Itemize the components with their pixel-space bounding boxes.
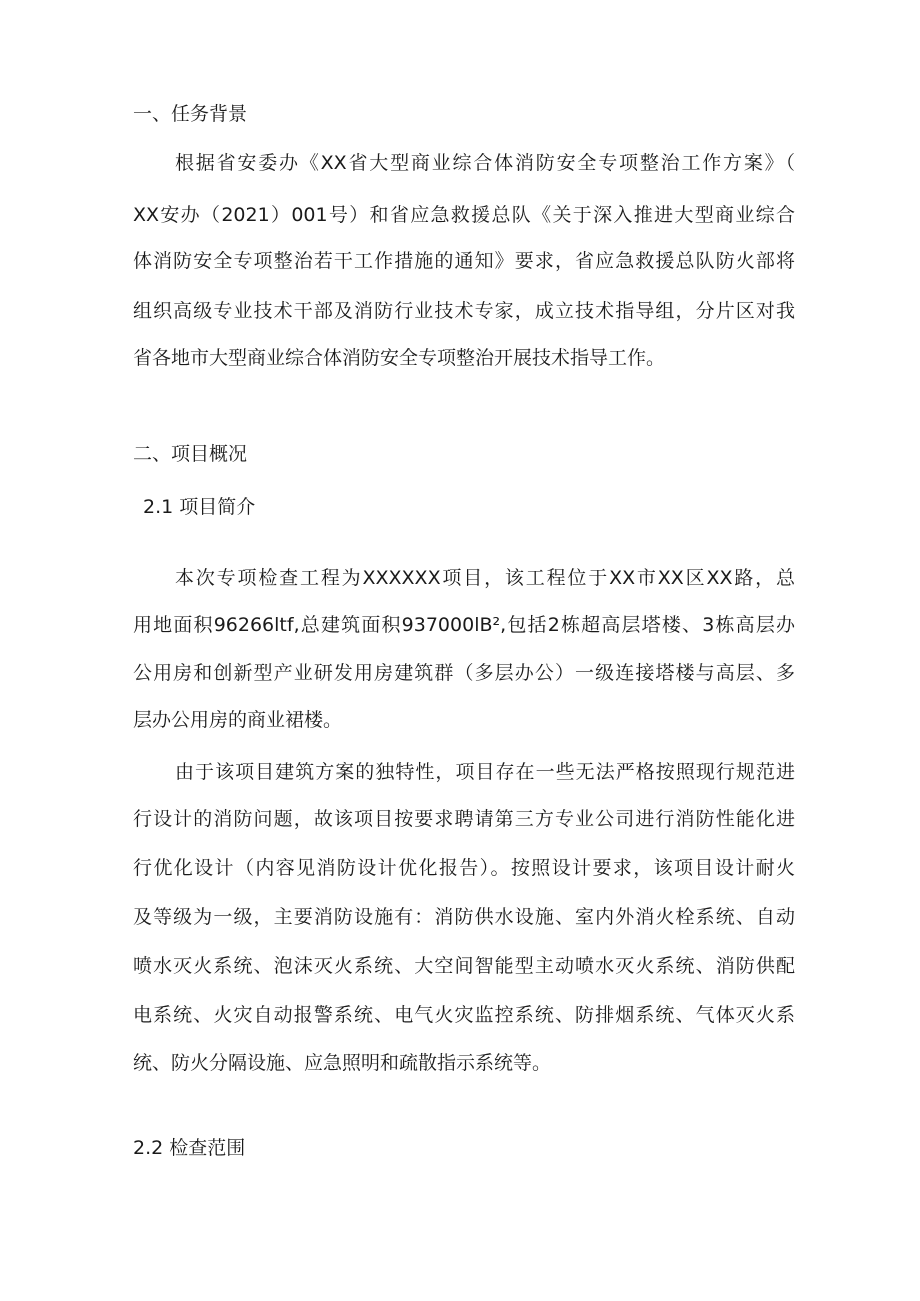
paragraph-line: 本次专项检查工程为XXXXXX项目，该工程位于XX市XX区XX路，总 <box>175 567 795 589</box>
paragraph-line: 层办公用房的商业裙楼。 <box>133 709 343 731</box>
paragraph-line: 喷水灭火系统、泡沫灭火系统、大空间智能型主动喷水灭火系统、消防供配 <box>133 955 795 977</box>
paragraph-line: 组织高级专业技术干部及消防行业技术专家，成立技术指导组，分片区对我 <box>133 300 795 322</box>
paragraph-line: 行优化设计（内容见消防设计优化报告）。按照设计要求，该项目设计耐火 <box>133 857 795 879</box>
heading-project-overview: 二、项目概况 <box>133 443 248 465</box>
paragraph-line: 用地面积96266ltf,总建筑面积937000lB²,包括2栋超高层塔楼、3栋高层办 <box>133 614 795 636</box>
heading-inspection-scope: 2.2 检查范围 <box>133 1137 246 1159</box>
paragraph-line: 根据省安委办《XX省大型商业综合体消防安全专项整治工作方案》（ <box>175 152 795 174</box>
heading-project-intro: 2.1 项目简介 <box>143 496 256 518</box>
paragraph-line: 及等级为一级，主要消防设施有：消防供水设施、室内外消火栓系统、自动 <box>133 906 795 928</box>
heading-task-background: 一、任务背景 <box>133 103 248 125</box>
paragraph-line: 公用房和创新型产业研发用房建筑群（多层办公）一级连接塔楼与高层、多 <box>133 662 795 684</box>
paragraph-line: XX安办（2021）001号）和省应急救援总队《关于深入推进大型商业综合 <box>133 204 795 226</box>
paragraph-line: 由于该项目建筑方案的独特性，项目存在一些无法严格按照现行规范进 <box>175 761 795 783</box>
paragraph-line: 体消防安全专项整治若干工作措施的通知》要求，省应急救援总队防火部将 <box>133 250 795 272</box>
paragraph-line: 省各地市大型商业综合体消防安全专项整治开展技术指导工作。 <box>133 347 666 369</box>
paragraph-line: 电系统、火灾自动报警系统、电气火灾监控系统、防排烟系统、气体灭火系 <box>133 1004 795 1026</box>
paragraph-line: 行设计的消防问题，故该项目按要求聘请第三方专业公司进行消防性能化进 <box>133 808 795 830</box>
paragraph-line: 统、防火分隔设施、应急照明和疏散指示系统等。 <box>133 1052 552 1074</box>
